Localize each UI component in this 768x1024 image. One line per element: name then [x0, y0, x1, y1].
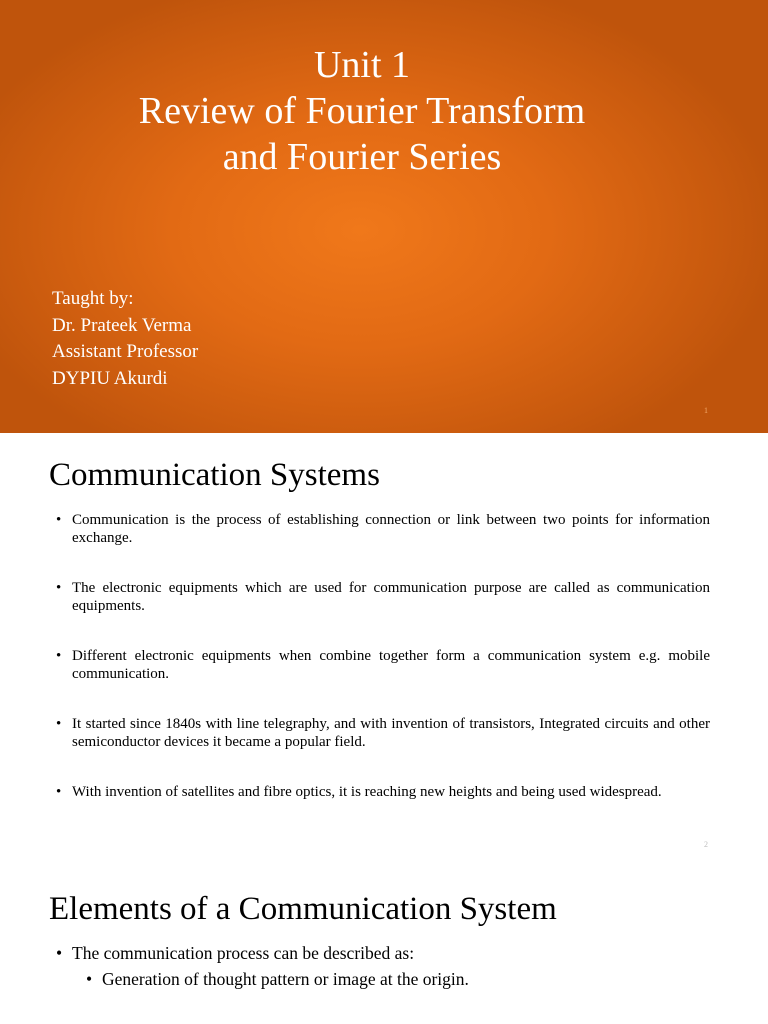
communication-systems-slide	[0, 433, 768, 865]
slide-number: 1	[704, 406, 708, 415]
slide-number: 2	[704, 840, 708, 849]
title-line: Unit 1	[313, 44, 411, 86]
bullet-icon: •	[56, 648, 62, 664]
bullet-icon: •	[56, 512, 62, 528]
list-item	[56, 783, 710, 801]
bullet-text: Generation of thought pattern or image at the origin.	[102, 969, 469, 989]
bullet-icon: •	[56, 716, 62, 732]
list-item	[86, 969, 710, 990]
author-line: Taught by:	[52, 288, 134, 309]
list-item	[56, 511, 710, 547]
list-item	[56, 943, 710, 964]
bullet-icon: •	[86, 969, 93, 989]
title-slide	[0, 0, 768, 433]
title-line: Review of Fourier Transform	[138, 90, 586, 132]
bullet-icon: •	[56, 784, 62, 800]
list-item	[56, 579, 710, 615]
slide-heading: Elements of a Communication System	[49, 891, 557, 927]
bullet-text: The electronic equipments which are used for communication purpose are called as communication equipments.	[72, 580, 710, 614]
slide-title	[0, 42, 724, 180]
list-item	[56, 715, 710, 751]
bullet-icon: •	[56, 943, 63, 963]
list-item	[56, 647, 710, 683]
bullet-text: Different electronic equipments when combine together form a communication system e.g. mobile communication.	[72, 648, 710, 682]
slide-heading: Communication Systems	[49, 457, 380, 493]
bullet-text: With invention of satellites and fibre optics, it is reaching new heights and being used widespread.	[72, 784, 662, 800]
author-line: Assistant Professor	[52, 341, 199, 362]
author-info	[52, 286, 198, 392]
bullet-text: Communication is the process of establishing connection or link between two points for information exchange.	[72, 512, 710, 546]
bullet-icon: •	[56, 580, 62, 596]
bullet-text: It started since 1840s with line telegraphy, and with invention of transistors, Integrated circuits and other semiconductor devices it became a popular field.	[72, 716, 710, 750]
author-line: Dr. Prateek Verma	[52, 314, 192, 336]
bullet-text: The communication process can be described as:	[72, 943, 415, 963]
elements-slide	[0, 865, 768, 1024]
author-line: DYPIU Akurdi	[52, 367, 168, 389]
title-line: and Fourier Series	[222, 136, 502, 178]
